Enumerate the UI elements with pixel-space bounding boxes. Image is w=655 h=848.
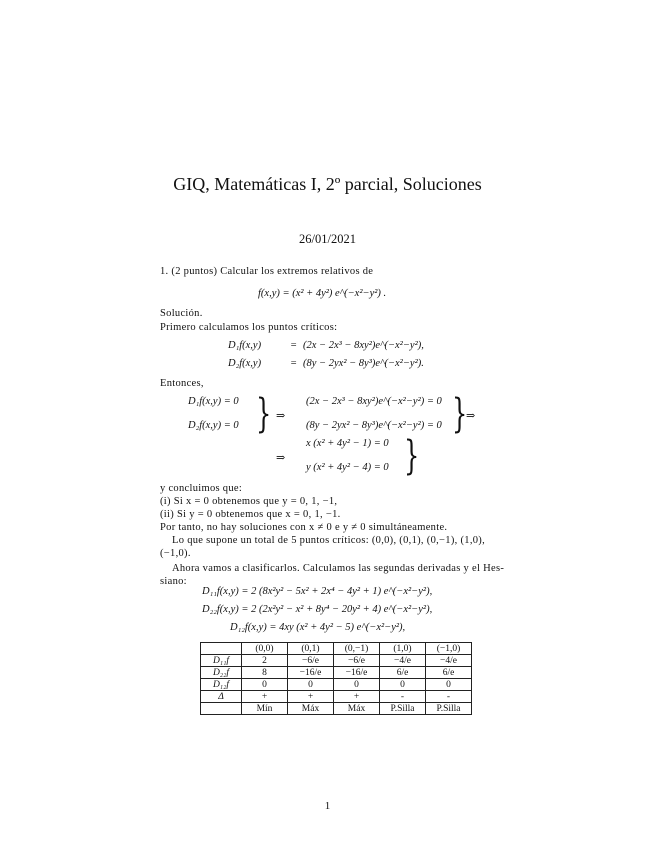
table-cell: 0 (380, 679, 426, 691)
table-row-label: Δ (201, 691, 242, 703)
table-cell: 0 (242, 679, 288, 691)
problem-statement: 1. (2 puntos) Calcular los extremos relativos de (160, 266, 374, 277)
table-header-cell: (0,−1) (334, 643, 380, 655)
table-cell: 8 (242, 667, 288, 679)
solution-label: Solución. (160, 308, 203, 319)
table-cell: −6/e (288, 655, 334, 667)
system-left-1: D₁f(x,y) = 0 (188, 396, 239, 407)
table-header-cell: (−1,0) (426, 643, 472, 655)
table-row-label: D₁₂f (201, 679, 242, 691)
classify-text-line-1: Ahora vamos a clasificarlos. Calculamos las segundas derivadas y el Hes- (172, 563, 505, 574)
classify-text-line-2: siano: (160, 576, 187, 587)
document-date: 26/01/2021 (299, 232, 356, 246)
system-left-2: D₂f(x,y) = 0 (188, 420, 239, 431)
system-final-2: y (x² + 4y² − 4) = 0 (306, 462, 389, 473)
table-cell: −4/e (380, 655, 426, 667)
document-title: GIQ, Matemáticas I, 2º parcial, Soluciones (173, 174, 482, 194)
table-row (201, 655, 472, 667)
table-header-cell: (0,1) (288, 643, 334, 655)
problem-function: f(x,y) = (x² + 4y²) e^(−x²−y²) . (258, 288, 387, 299)
derivative-2-rhs: (8y − 2yx² − 8y³)e^(−x²−y²). (303, 358, 424, 369)
table-cell: Máx (288, 703, 334, 715)
case-ii: (ii) Si y = 0 obtenemos que x = 0, 1, −1. (160, 509, 341, 520)
table-cell: + (288, 691, 334, 703)
right-brace-icon: } (452, 391, 468, 437)
table-corner-cell (201, 643, 242, 655)
second-derivative-11: D₁₁f(x,y) = 2 (8x²y² − 5x² + 2x⁴ − 4y² + 1) e^(−x²−y²), (202, 586, 433, 597)
table-cell: −16/e (288, 667, 334, 679)
table-row-label: D₁₁f (201, 655, 242, 667)
page-number: 1 (324, 800, 331, 812)
implies-arrow-2: ⇒ (466, 410, 476, 422)
table-cell: −6/e (334, 655, 380, 667)
derivative-2-eq: = (290, 358, 298, 369)
system-final-1: x (x² + 4y² − 1) = 0 (306, 438, 389, 449)
implies-arrow-1: ⇒ (276, 410, 286, 422)
table-cell: 0 (334, 679, 380, 691)
second-derivative-12: D₁₂f(x,y) = 4xy (x² + 4y² − 5) e^(−x²−y²), (230, 622, 406, 633)
table-cell: - (380, 691, 426, 703)
table-cell: P.Silla (380, 703, 426, 715)
table-cell: + (334, 691, 380, 703)
derivative-1-rhs: (2x − 2x³ − 8xy²)e^(−x²−y²), (303, 340, 424, 351)
table-cell: 2 (242, 655, 288, 667)
table-cell: −4/e (426, 655, 472, 667)
derivative-1-lhs: D₁f(x,y) (228, 340, 262, 351)
table-cell: - (426, 691, 472, 703)
no-solution-text: Por tanto, no hay soluciones con x ≠ 0 e y ≠ 0 simultáneamente. (160, 522, 448, 533)
then-label: Entonces, (160, 378, 204, 389)
system-mid-1: (2x − 2x³ − 8xy²)e^(−x²−y²) = 0 (306, 396, 442, 407)
implies-arrow-3: ⇒ (276, 452, 286, 464)
table-cell: −16/e (334, 667, 380, 679)
total-text-line-2: (−1,0). (160, 548, 191, 559)
table-cell: 0 (426, 679, 472, 691)
table-row-label: D₂₂f (201, 667, 242, 679)
classification-table (200, 642, 472, 715)
table-row (201, 679, 472, 691)
table-cell: 0 (288, 679, 334, 691)
table-row (201, 667, 472, 679)
table-cell: + (242, 691, 288, 703)
table-header-row (201, 643, 472, 655)
derivative-2-lhs: D₂f(x,y) (228, 358, 262, 369)
table-cell: 6/e (380, 667, 426, 679)
conclude-text: y concluimos que: (160, 483, 243, 494)
table-row (201, 703, 472, 715)
table-row-label (201, 703, 242, 715)
total-text-line-1: Lo que supone un total de 5 puntos críticos: (0,0), (0,1), (0,−1), (1,0), (172, 535, 486, 546)
right-brace-icon: } (404, 433, 420, 479)
system-mid-2: (8y − 2yx² − 8y³)e^(−x²−y²) = 0 (306, 420, 442, 431)
second-derivative-22: D₂₂f(x,y) = 2 (2x²y² − x² + 8y⁴ − 20y² + 4) e^(−x²−y²), (202, 604, 433, 615)
solution-intro: Primero calculamos los puntos críticos: (160, 322, 338, 333)
table-cell: P.Silla (426, 703, 472, 715)
case-i: (i) Si x = 0 obtenemos que y = 0, 1, −1, (160, 496, 338, 507)
table-cell: Mín (242, 703, 288, 715)
table-header-cell: (1,0) (380, 643, 426, 655)
right-brace-icon: } (256, 391, 272, 437)
table-header-cell: (0,0) (242, 643, 288, 655)
table-cell: 6/e (426, 667, 472, 679)
table-row (201, 691, 472, 703)
derivative-1-eq: = (290, 340, 298, 351)
table-cell: Máx (334, 703, 380, 715)
